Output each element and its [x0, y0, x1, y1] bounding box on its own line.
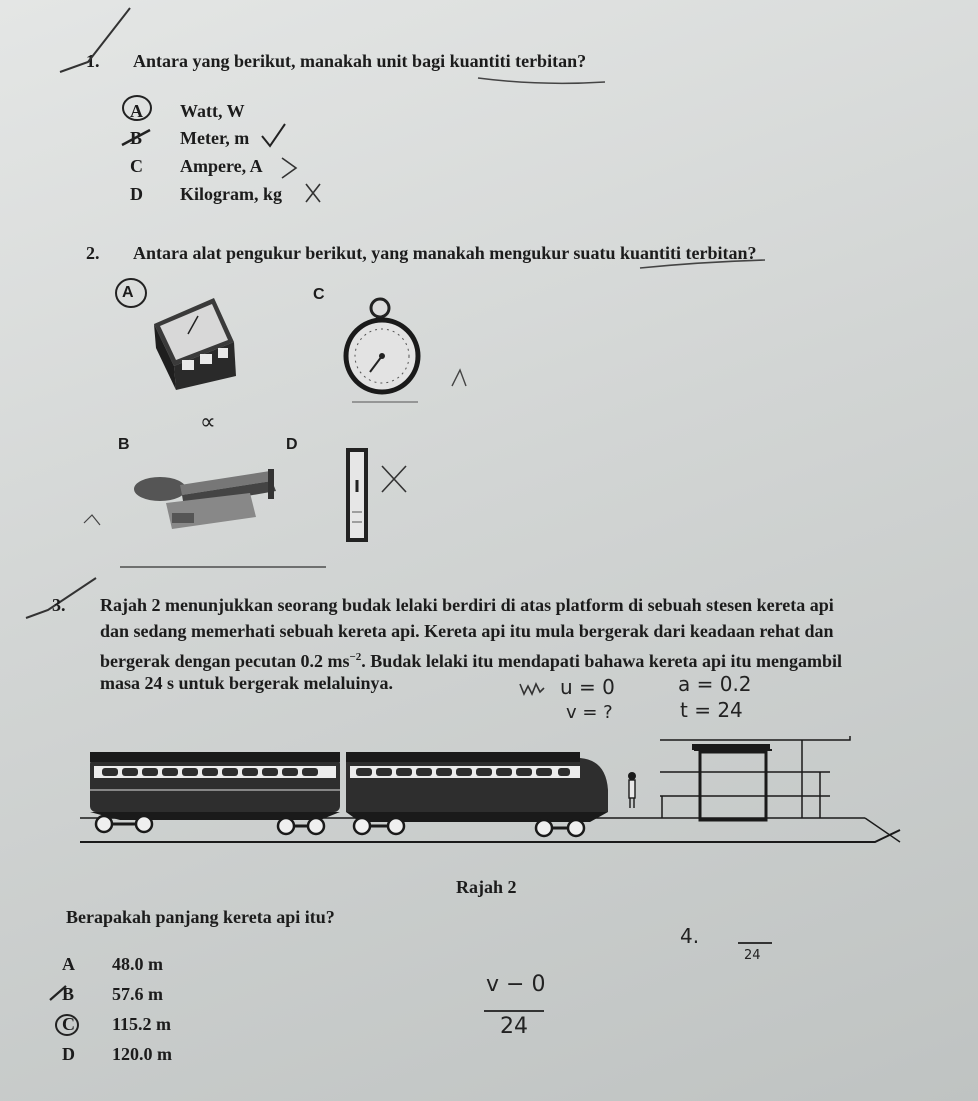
hand-formula-bottom: 24: [500, 1014, 528, 1039]
hand-fraction-bar: [484, 1010, 544, 1012]
q3-text-line-1: Rajah 2 menunjukkan seorang budak lelaki berdiri di atas platform di sebuah stesen kereta api: [100, 595, 834, 615]
q2-text: Antara alat pengukur berikut, yang manakah mengukur suatu kuantiti terbitan?: [133, 243, 757, 263]
railway-track: [80, 830, 900, 842]
hand-side-note-bottom: 24: [744, 948, 761, 963]
option-letter: A: [62, 954, 75, 974]
train-coach-rear: [90, 752, 340, 812]
option-letter: D: [130, 184, 143, 204]
q3-text-line-4: masa 24 s untuk bergerak melaluinya.: [100, 673, 394, 693]
q3-exponent: −2: [349, 651, 362, 663]
q2-label-d[interactable]: D: [286, 436, 298, 453]
q3-text-line-2: dan sedang memerhati sebuah kereta api. Kereta api itu mula bergerak dari keadaan rehat dan: [100, 621, 834, 641]
option-letter: B: [130, 128, 143, 148]
circle-mark-icon: [56, 1015, 78, 1035]
q2-label-a[interactable]: A: [122, 284, 134, 301]
hand-note-t: t = 24: [680, 698, 743, 722]
option-text: Watt, W: [180, 101, 245, 121]
hand-formula-top: v − 0: [486, 972, 546, 997]
option-letter: C: [130, 156, 143, 176]
q3-text-line-3-end: . Budak lelaki itu mendapati bahawa kereta api itu mengambil: [361, 651, 843, 671]
option-text: Ampere, A: [180, 156, 263, 176]
option-letter: B: [62, 984, 75, 1004]
option-text: 120.0 m: [112, 1044, 172, 1064]
option-letter: C: [62, 1014, 75, 1034]
hand-note-v: v = ?: [566, 702, 613, 723]
hand-note-alpha: ∝: [200, 410, 216, 435]
train-coach-front: [346, 752, 608, 812]
hand-scribble: [518, 680, 548, 700]
q2-label-b[interactable]: B: [118, 436, 130, 453]
hand-side-bar: [738, 942, 772, 944]
q2-number: 2.: [86, 243, 100, 263]
option-letter: A: [130, 101, 143, 121]
option-text: 115.2 m: [112, 1014, 172, 1034]
platform-outline: [660, 736, 850, 740]
q1-number: 1.: [86, 51, 100, 71]
train-station-diagram: [60, 720, 920, 860]
q2-label-c[interactable]: C: [313, 286, 325, 303]
option-text: 57.6 m: [112, 984, 163, 1004]
q1-text: Antara yang berikut, manakah unit bagi kuantiti terbitan?: [133, 51, 587, 71]
hand-side-note-top: 4.: [680, 924, 700, 948]
hand-note-u: u = 0: [560, 675, 615, 699]
q3-text-line-3-start: bergerak dengan pecutan 0.2 ms: [100, 651, 350, 671]
diagram-caption: Rajah 2: [456, 877, 517, 897]
option-text: Kilogram, kg: [180, 184, 282, 204]
option-text: Meter, m: [180, 128, 250, 148]
option-text: 48.0 m: [112, 954, 163, 974]
option-letter: D: [62, 1044, 75, 1064]
boy-figure: [628, 772, 636, 808]
q3-number: 3.: [52, 595, 66, 615]
hand-note-a: a = 0.2: [678, 672, 752, 696]
strike-mark: [50, 986, 66, 1000]
q3-question: Berapakah panjang kereta api itu?: [66, 907, 335, 927]
